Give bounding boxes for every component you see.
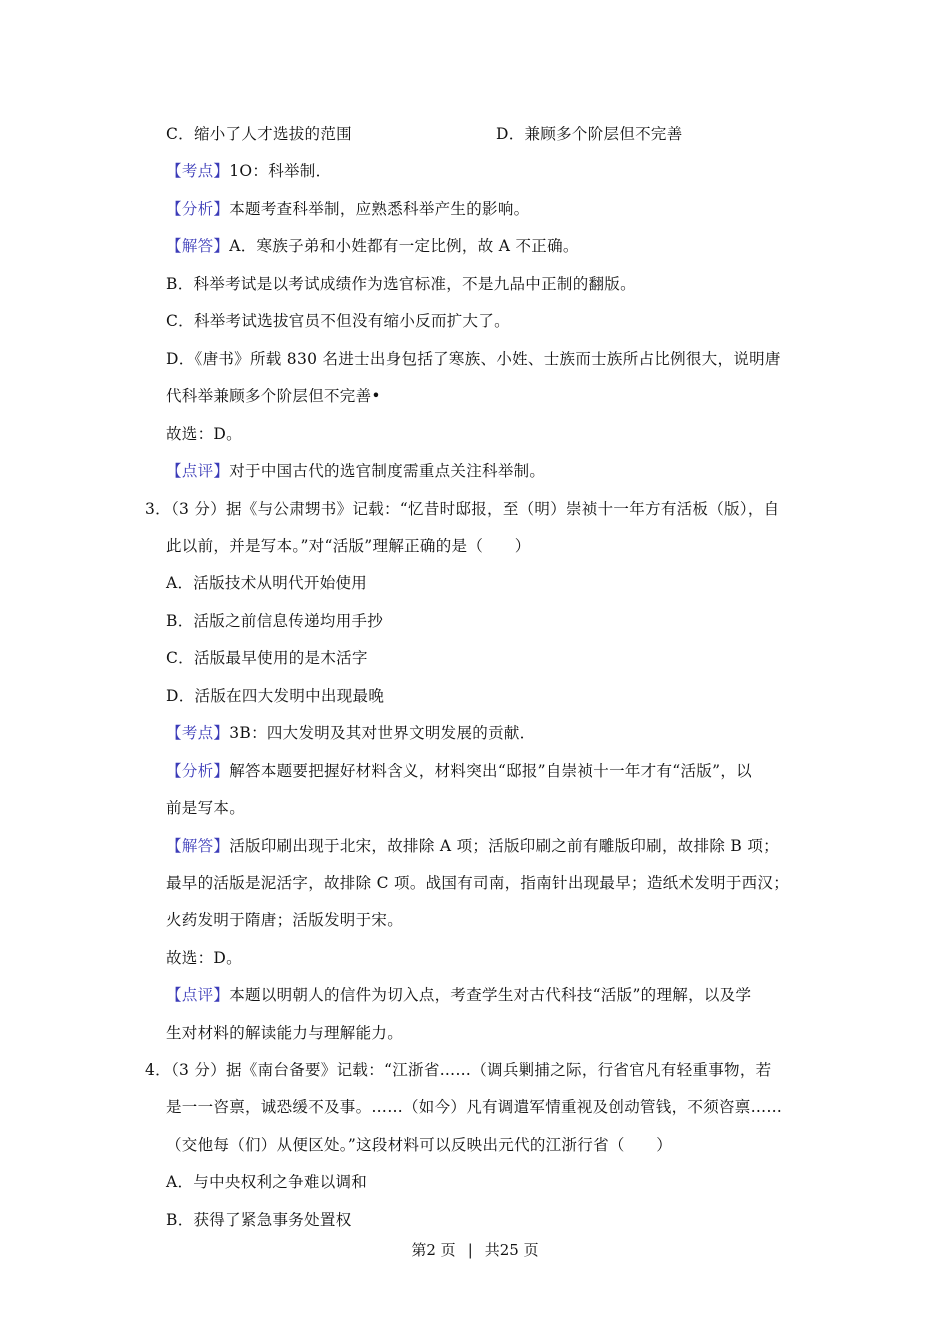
footer-divider: | (467, 1241, 473, 1259)
q2-fenxi: 【分析】本题考查科举制，应熟悉科举产生的影响。 (166, 200, 530, 218)
q4-option-a: A．与中央权利之争难以调和 (166, 1173, 368, 1191)
jieda-label: 解答 (181, 837, 214, 855)
q3-jieda-line: 火药发明于隋唐；活版发明于宋。 (166, 911, 404, 929)
q3-dianping-line: 生对材料的解读能力与理解能力。 (166, 1024, 404, 1042)
dianping-text: 本题以明朝人的信件为切入点，考查学生对古代科技“活版”的理解，以及学 (229, 986, 752, 1004)
q2-jieda-line: C．科举考试选拔官员不但没有缩小反而扩大了。 (166, 312, 510, 330)
q3-stem-line: 此以前，并是写本。”对“活版”理解正确的是（ ） (166, 537, 531, 555)
q2-options-row (166, 124, 816, 144)
q3-kaodian: 【考点】3B：四大发明及其对世界文明发展的贡献． (166, 724, 536, 742)
fenxi-text: 解答本题要把握好材料含义，材料突出“邸报”自崇祯十一年才有“活版”，以 (229, 762, 752, 780)
q4-stem-line: （交他每（们）从便区处。”这段材料可以反映出元代的江浙行省（ ） (166, 1136, 673, 1154)
jieda-line: 活版印刷出现于北宋，故排除 A 项；活版印刷之前有雕版印刷，故排除 B 项； (229, 837, 779, 855)
page-total: 共25 页 (484, 1241, 539, 1259)
q3-option-a: A．活版技术从明代开始使用 (166, 574, 368, 592)
q3-option-d: D．活版在四大发明中出现最晚 (166, 687, 385, 705)
kaodian-text: 1O：科举制． (229, 162, 332, 180)
q4-stem-line: 4．（3 分）据《南台备要》记载：“江浙省……（调兵剿捕之际，行省官凡有轻重事物，若 (145, 1061, 772, 1079)
jieda-line: A．寒族子弟和小姓都有一定比例，故 A 不正确。 (229, 237, 579, 255)
q2-jieda: 【解答】A．寒族子弟和小姓都有一定比例，故 A 不正确。 (166, 237, 579, 255)
q2-option-d: D．兼顾多个阶层但不完善 (496, 125, 683, 143)
q2-jieda-line: D．《唐书》所载 830 名进士出身包括了寒族、小姓、士族而士族所占比例很大，说明唐 (166, 350, 781, 368)
q3-jieda: 【解答】活版印刷出现于北宋，故排除 A 项；活版印刷之前有雕版印刷，故排除 B 项； (166, 837, 779, 855)
page-number: 第2 页 (411, 1241, 456, 1259)
dianping-text: 对于中国古代的选官制度需重点关注科举制。 (229, 462, 546, 480)
q3-dianping: 【点评】本题以明朝人的信件为切入点，考查学生对古代科技“活版”的理解，以及学 (166, 986, 752, 1004)
fenxi-label: 分析 (181, 200, 214, 218)
q3-option-c: C．活版最早使用的是木活字 (166, 649, 368, 667)
kaodian-label: 考点 (181, 162, 214, 180)
kaodian-label: 考点 (181, 724, 214, 742)
q4-stem-line: 是一一咨禀，诚恐缓不及事。……（如今）凡有调遣军情重视及创动管钱，不须咨禀…… (166, 1098, 783, 1116)
q2-option-c: C．缩小了人才选拔的范围 (166, 125, 352, 143)
jieda-label: 解答 (181, 237, 214, 255)
q3-stem-line: 3．（3 分）据《与公肃甥书》记载：“忆昔时邸报，至（明）崇祯十一年方有活板（版），自 (145, 500, 780, 518)
q2-jieda-line: 代科举兼顾多个阶层但不完善• (166, 387, 381, 405)
fenxi-text: 本题考查科举制，应熟悉科举产生的影响。 (229, 200, 530, 218)
q2-jieda-line: B．科举考试是以考试成绩作为选官标准，不是九品中正制的翻版。 (166, 275, 636, 293)
fenxi-label: 分析 (181, 762, 214, 780)
q3-fenxi: 【分析】解答本题要把握好材料含义，材料突出“邸报”自崇祯十一年才有“活版”，以 (166, 762, 752, 780)
page-footer (0, 1240, 950, 1260)
q2-dianping: 【点评】对于中国古代的选官制度需重点关注科举制。 (166, 462, 546, 480)
kaodian-text: 3B：四大发明及其对世界文明发展的贡献． (229, 724, 536, 742)
q2-answer: 故选：D。 (166, 425, 242, 443)
q4-option-b: B．获得了紧急事务处置权 (166, 1211, 352, 1229)
q2-kaodian: 【考点】1O：科举制． (166, 162, 332, 180)
q3-answer: 故选：D。 (166, 949, 242, 967)
q3-option-b: B．活版之前信息传递均用手抄 (166, 612, 384, 630)
dianping-label: 点评 (181, 986, 214, 1004)
q3-fenxi-line: 前是写本。 (166, 799, 246, 817)
dianping-label: 点评 (181, 462, 214, 480)
q3-jieda-line: 最早的活版是泥活字，故排除 C 项。战国有司南，指南针出现最早；造纸术发明于西汉； (166, 874, 790, 892)
